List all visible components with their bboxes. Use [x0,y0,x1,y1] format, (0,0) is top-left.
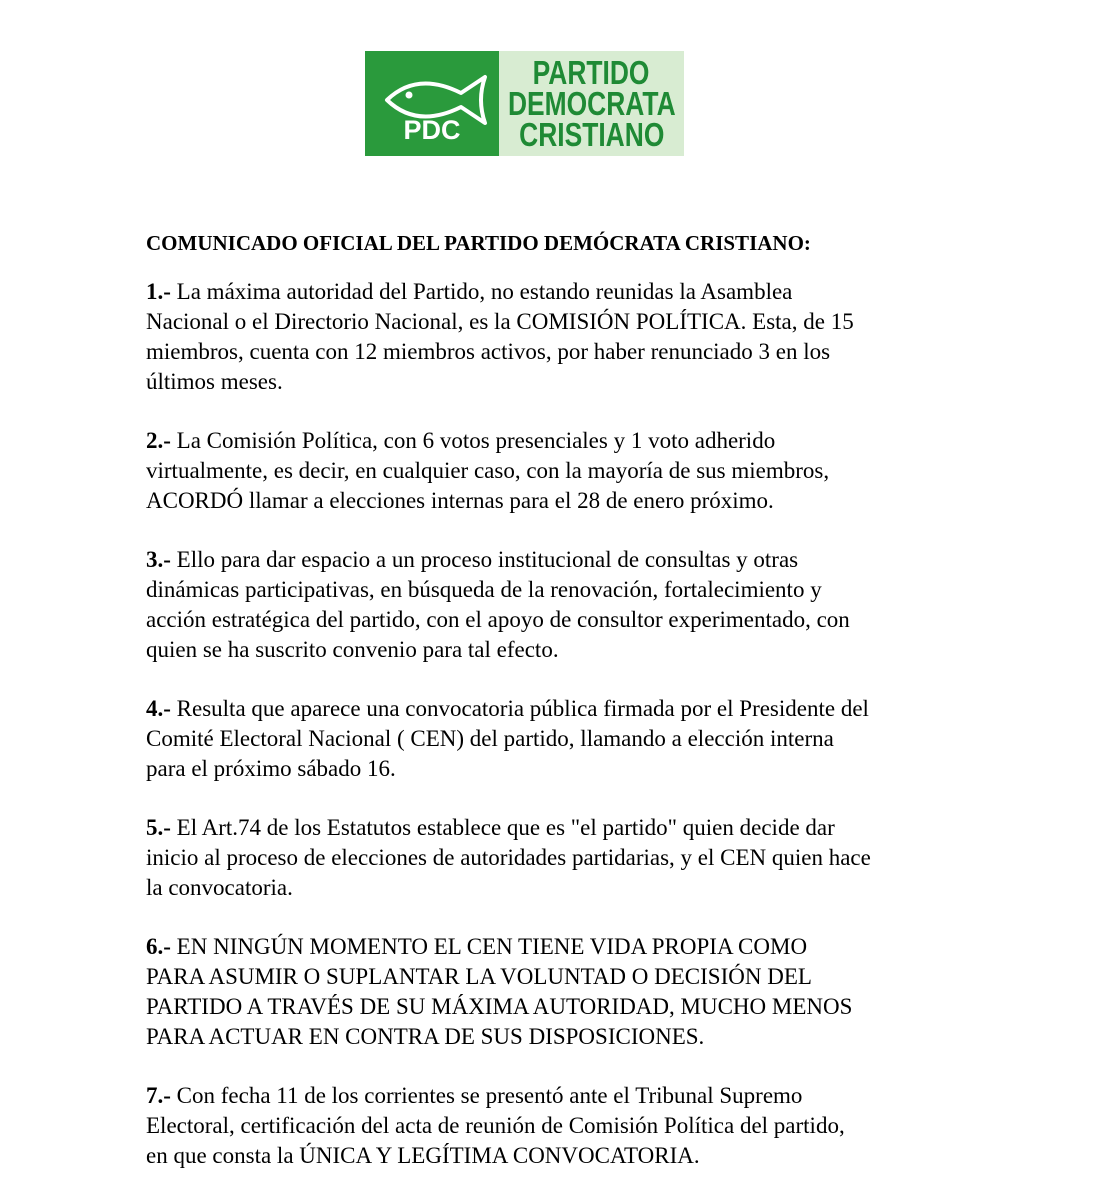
paragraph-line [146,1081,1026,1111]
paragraph-text: El Art.74 de los Estatutos establece que es "el partido" quien decide dar [176,815,835,840]
paragraph-text: PARTIDO A TRAVÉS DE SU MÁXIMA AUTORIDAD, MUCHO MENOS [146,994,853,1019]
paragraph-text: Electoral, certificación del acta de reunión de Comisión Política del partido, [146,1113,845,1138]
paragraph-text: PARA ACTUAR EN CONTRA DE SUS DISPOSICIONES. [146,1024,705,1049]
paragraph-1 [146,277,1026,397]
paragraph-number: 5.- [146,815,171,840]
paragraph-text: inicio al proceso de elecciones de autoridades partidarias, y el CEN quien hace [146,845,871,870]
paragraph-line [146,1111,1026,1141]
paragraph-6 [146,932,1026,1052]
paragraph-line [146,873,1026,903]
paragraph-line [146,932,1026,962]
paragraph-text: Con fecha 11 de los corrientes se presentó ante el Tribunal Supremo [176,1083,803,1108]
logo-wordmark [499,51,684,156]
paragraph-line [146,754,1026,784]
paragraph-text: PARA ASUMIR O SUPLANTAR LA VOLUNTAD O DECISIÓN DEL [146,964,812,989]
paragraph-text: Resulta que aparece una convocatoria pública firmada por el Presidente del [176,696,869,721]
paragraph-line [146,813,1026,843]
paragraph-number: 7.- [146,1083,171,1108]
party-logo [365,51,684,156]
logo-abbreviation: PDC [403,115,461,145]
paragraph-line [146,486,1026,516]
paragraph-line [146,724,1026,754]
paragraph-line [146,1022,1026,1052]
paragraph-line [146,367,1026,397]
paragraph-text: Comité Electoral Nacional ( CEN) del partido, llamando a elección interna [146,726,834,751]
paragraph-text: ACORDÓ llamar a elecciones internas para el 28 de enero próximo. [146,488,774,513]
paragraph-line [146,307,1026,337]
paragraph-text: virtualmente, es decir, en cualquier caso, con la mayoría de sus miembros, [146,458,830,483]
paragraph-text: para el próximo sábado 16. [146,756,396,781]
paragraph-line [146,962,1026,992]
paragraph-line [146,635,1026,665]
paragraph-number: 1.- [146,279,171,304]
paragraph-line [146,843,1026,873]
paragraph-text: quien se ha suscrito convenio para tal efecto. [146,637,559,662]
paragraph-7 [146,1081,1026,1171]
paragraph-number: 3.- [146,547,171,572]
paragraph-number: 6.- [146,934,171,959]
document-title: COMUNICADO OFICIAL DEL PARTIDO DEMÓCRATA CRISTIANO: [146,231,811,255]
paragraph-line [146,277,1026,307]
document-body [146,228,1026,1200]
paragraph-text: EN NINGÚN MOMENTO EL CEN TIENE VIDA PROPIA COMO [176,934,808,959]
paragraph-list [146,277,1026,1171]
logo-line-3: CRISTIANO [518,116,665,153]
paragraph-line [146,545,1026,575]
logo-line-1: PARTIDO [533,54,650,91]
paragraph-line [146,575,1026,605]
paragraph-line [146,337,1026,367]
paragraph-5 [146,813,1026,903]
paragraph-line [146,694,1026,724]
paragraph-line [146,456,1026,486]
paragraph-number: 4.- [146,696,171,721]
paragraph-text: La Comisión Política, con 6 votos presenciales y 1 voto adherido [176,428,776,453]
paragraph-number: 2.- [146,428,171,453]
paragraph-text: en que consta la ÚNICA Y LEGÍTIMA CONVOCATORIA. [146,1143,700,1168]
paragraph-text: Ello para dar espacio a un proceso institucional de consultas y otras [176,547,799,572]
paragraph-line [146,1141,1026,1171]
paragraph-text: la convocatoria. [146,875,293,900]
logo-emblem [365,51,499,156]
paragraph-text: últimos meses. [146,369,283,394]
paragraph-text: dinámicas participativas, en búsqueda de la renovación, fortalecimiento y [146,577,822,602]
paragraph-3 [146,545,1026,665]
logo-line-2: DEMOCRATA [507,85,676,122]
paragraph-line [146,992,1026,1022]
paragraph-text: Nacional o el Directorio Nacional, es la COMISIÓN POLÍTICA. Esta, de 15 [146,309,854,334]
paragraph-2 [146,426,1026,516]
paragraph-line [146,605,1026,635]
paragraph-text: miembros, cuenta con 12 miembros activos, por haber renunciado 3 en los [146,339,831,364]
paragraph-line [146,426,1026,456]
paragraph-4 [146,694,1026,784]
paragraph-text: acción estratégica del partido, con el apoyo de consultor experimentado, con [146,607,850,632]
paragraph-text: La máxima autoridad del Partido, no estando reunidas la Asamblea [176,279,793,304]
